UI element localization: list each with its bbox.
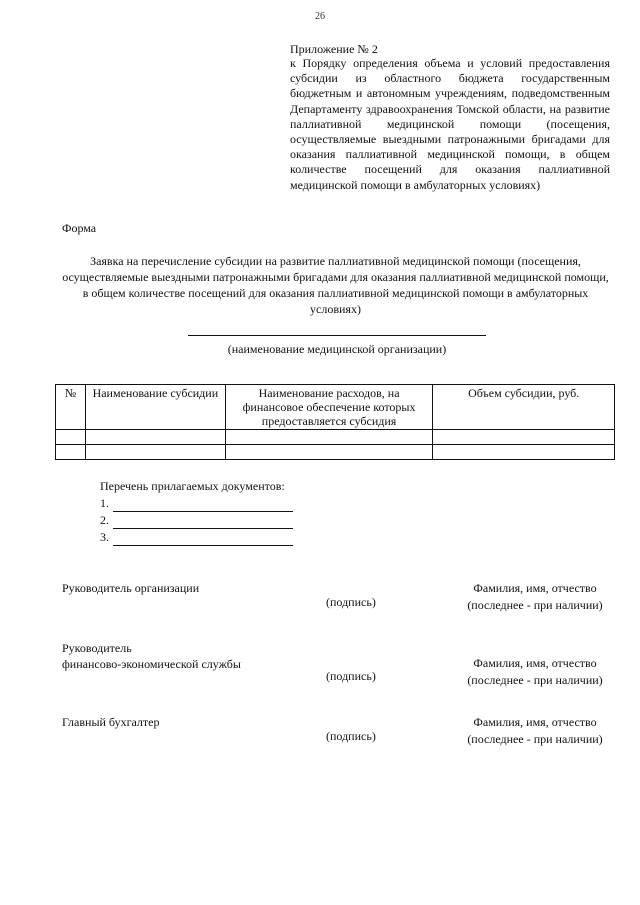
- signature-name-block: [460, 714, 610, 748]
- document-item-2: [100, 512, 293, 529]
- signature-role-head: Руководитель организации: [62, 581, 200, 595]
- subsidy-table: [55, 384, 615, 460]
- signature-caption: (подпись): [326, 729, 376, 743]
- table-cell[interactable]: [85, 430, 225, 445]
- document-item-1: [100, 495, 293, 512]
- attached-documents: [100, 478, 293, 546]
- document-blank-line[interactable]: [113, 516, 293, 529]
- signature-caption: (подпись): [326, 669, 376, 683]
- document-blank-line[interactable]: [113, 533, 293, 546]
- document-blank-line[interactable]: [113, 499, 293, 512]
- table-row: [56, 430, 615, 445]
- signature-role-line: Руководитель: [62, 641, 132, 655]
- signature-role-line: финансово-экономической службы: [62, 657, 241, 671]
- request-title: Заявка на перечисление субсидии на развитие паллиативной медицинской помощи (посещения, осуществляемые выездными патронажными бригадами для оказания паллиативной медицинской помощи, в общем количестве посещений для оказания паллиативной медицинской помощи в амбулаторных условиях): [62, 254, 609, 316]
- table-header-row: [56, 385, 615, 430]
- signature-name-note: (последнее - при наличии): [467, 732, 603, 746]
- table-cell[interactable]: [433, 445, 615, 460]
- signature-name-block: [460, 580, 610, 614]
- form-label: Форма: [62, 221, 97, 235]
- signature-role-accountant: Главный бухгалтер: [62, 715, 160, 729]
- signature-caption: (подпись): [326, 595, 376, 609]
- organization-name-line[interactable]: [188, 335, 486, 336]
- signature-name-label: Фамилия, имя, отчество: [473, 656, 597, 670]
- column-header-subsidy-amount: Объем субсидии, руб.: [433, 385, 615, 430]
- page-number: 26: [315, 11, 325, 22]
- column-header-number: №: [56, 385, 86, 430]
- column-header-expense-name: Наименование расходов, на финансовое обеспечение которых предоставляется субсидия: [225, 385, 433, 430]
- table-cell[interactable]: [225, 445, 433, 460]
- signature-role-finance: [62, 640, 241, 672]
- document-item-3: [100, 529, 293, 546]
- document-number: 2.: [100, 513, 109, 527]
- signature-name-note: (последнее - при наличии): [467, 598, 603, 612]
- appendix-text: к Порядку определения объема и условий предоставления субсидии из областного бюджета государственным бюджетным и автономным учреждениям, подведомственным Департаменту здравоохранения Томской области, на развитие паллиативной медицинской помощи (посещения, осуществляемые выездными патронажными бригадами для оказания паллиативной медицинской помощи, в общем количестве посещений для оказания паллиативной медицинской помощи в амбулаторных условиях): [290, 56, 610, 192]
- table-cell[interactable]: [56, 445, 86, 460]
- document-number: 3.: [100, 530, 109, 544]
- signature-name-note: (последнее - при наличии): [467, 673, 603, 687]
- table-cell[interactable]: [433, 430, 615, 445]
- table-cell[interactable]: [85, 445, 225, 460]
- table-row: [56, 445, 615, 460]
- appendix-header: [290, 43, 610, 193]
- signature-name-label: Фамилия, имя, отчество: [473, 715, 597, 729]
- signature-name-label: Фамилия, имя, отчество: [473, 581, 597, 595]
- signature-name-block: [460, 655, 610, 689]
- table-cell[interactable]: [56, 430, 86, 445]
- appendix-title: Приложение № 2: [290, 42, 378, 56]
- column-header-subsidy-name: Наименование субсидии: [85, 385, 225, 430]
- document-number: 1.: [100, 496, 109, 510]
- attached-documents-title: Перечень прилагаемых документов:: [100, 479, 285, 493]
- organization-name-caption: (наименование медицинской организации): [227, 342, 447, 356]
- table-cell[interactable]: [225, 430, 433, 445]
